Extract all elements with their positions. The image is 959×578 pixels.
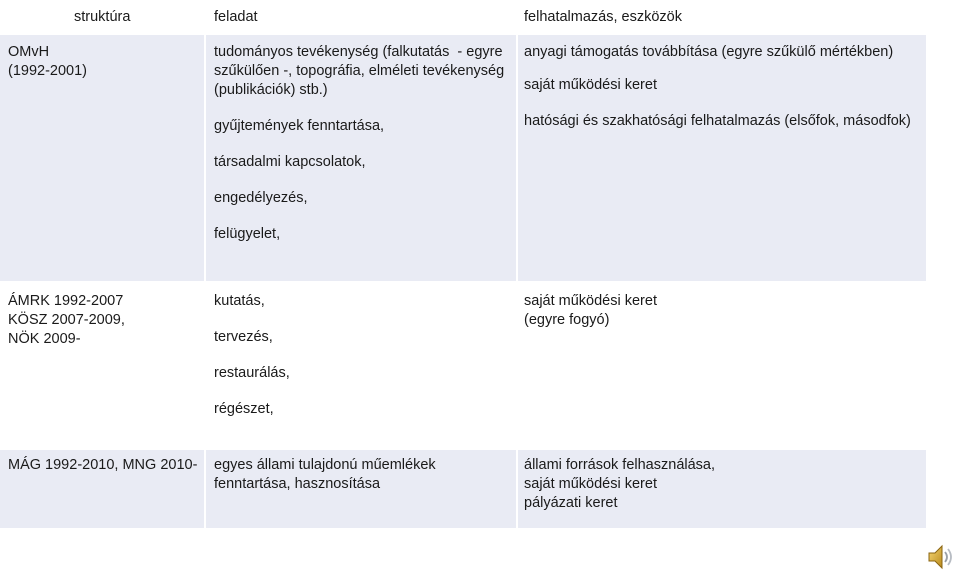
task-line: engedélyezés, bbox=[214, 190, 308, 206]
table-row-omvh bbox=[0, 35, 926, 283]
task-line: kutatás, bbox=[214, 293, 265, 309]
structure-cell bbox=[0, 35, 206, 281]
task-line: társadalmi kapcsolatok, bbox=[214, 154, 366, 170]
task-line: fenntartása, hasznosítása bbox=[214, 476, 381, 492]
task-line: egyes állami tulajdonú műemlékek bbox=[214, 457, 436, 473]
table-row-amrk bbox=[0, 283, 926, 450]
structure-name: MÁG 1992-2010, MNG 2010- bbox=[8, 457, 198, 473]
tools-line: saját működési keret bbox=[524, 476, 657, 492]
structure-cell bbox=[0, 450, 206, 528]
structure-name: KÖSZ 2007-2009, bbox=[8, 312, 125, 328]
tools-line: pályázati keret bbox=[524, 495, 618, 511]
header-authority-tools: felhatalmazás, eszközök bbox=[524, 9, 682, 25]
table-row-mag bbox=[0, 450, 926, 530]
table-header-row bbox=[0, 0, 926, 35]
structure-name: ÁMRK 1992-2007 bbox=[8, 293, 124, 309]
task-cell bbox=[206, 35, 518, 281]
tools-line: állami források felhasználása, bbox=[524, 457, 716, 473]
tools-line: saját működési keret bbox=[524, 77, 657, 93]
task-line: felügyelet, bbox=[214, 226, 281, 242]
task-cell bbox=[206, 450, 518, 528]
header-structure: struktúra bbox=[0, 0, 206, 33]
task-line: régészet, bbox=[214, 401, 274, 417]
tools-line: (egyre fogyó) bbox=[524, 312, 610, 328]
tools-cell bbox=[518, 283, 926, 448]
task-line: szűkülően -, topográfia, elméleti tevékenység bbox=[214, 63, 505, 79]
structure-name: NÖK 2009- bbox=[8, 331, 81, 347]
header-task: feladat bbox=[206, 0, 518, 33]
structure-name: OMvH bbox=[8, 44, 50, 60]
speaker-icon[interactable] bbox=[925, 541, 957, 573]
tools-cell bbox=[518, 35, 926, 281]
task-line: (publikációk) stb.) bbox=[214, 82, 328, 98]
tools-line: anyagi támogatás továbbítása (egyre szűkülő mértékben) bbox=[524, 44, 894, 60]
task-line: restaurálás, bbox=[214, 365, 290, 381]
task-line: tudományos tevékenység (falkutatás - egyre bbox=[214, 44, 503, 60]
structure-period: (1992-2001) bbox=[8, 63, 87, 79]
task-line: gyűjtemények fenntartása, bbox=[214, 118, 385, 134]
task-cell bbox=[206, 283, 518, 448]
structure-cell bbox=[0, 283, 206, 448]
tools-line: saját működési keret bbox=[524, 293, 657, 309]
tools-line: hatósági és szakhatósági felhatalmazás (elsőfok, másodfok) bbox=[524, 113, 911, 129]
tools-cell bbox=[518, 450, 926, 528]
task-line: tervezés, bbox=[214, 329, 273, 345]
